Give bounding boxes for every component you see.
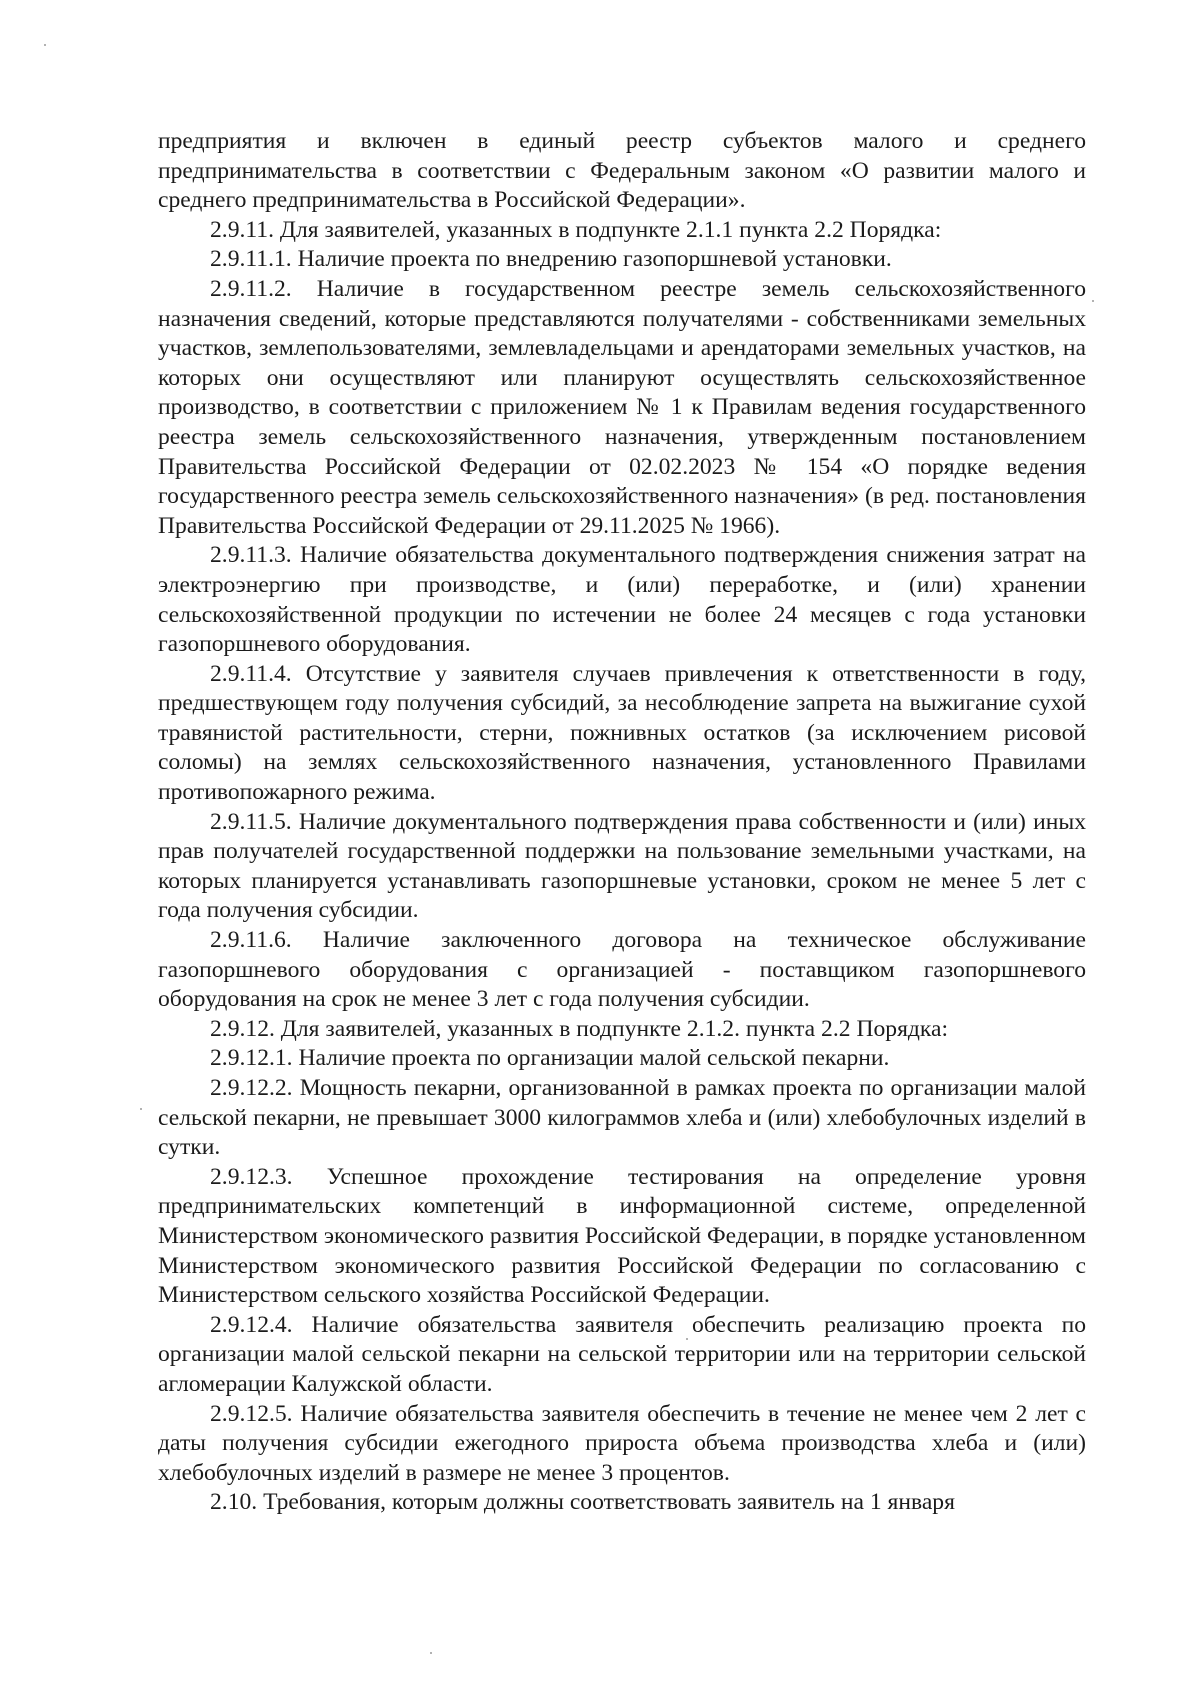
paragraph-2-9-12-2: 2.9.12.2. Мощность пекарни, организованной в рамках проекта по организации малой сельской пекарни, не превышает 3000 килограммов хлеба и (или) хлебобулочных изделий в сутки. [158, 1075, 1086, 1161]
scan-speck [686, 1338, 688, 1340]
paragraph-2-9-11-5: 2.9.11.5. Наличие документального подтверждения права собственности и (или) иных прав получателей государственной поддержки на пользование земельными участками, на которых планируется устанавливать газопоршневые установки, сроком не менее 5 лет с года получения субсидии. [158, 808, 1086, 924]
paragraph-2-9-11-2: 2.9.11.2. Наличие в государственном реестре земель сельскохозяйственного назначения сведений, которые представляются получателями - собственниками земельных участков, землепользователями, землевладельцами и арендаторами земельных участков, на которых они осуществляют или планируют осуществлять сельскохозяйственное производство, в соответствии с приложением № 1 к Правилам ведения государственного реестра земель сельскохозяйственного назначения, утвержденным постановлением Правительства Российской Федерации от 02.02.2023 № 154 «О порядке ведения государственного реестра земель сельскохозяйственного назначения» (в ред. постановления Правительства Российской Федерации от 29.11.2025 № 1966). [158, 275, 1086, 539]
paragraph-2-9-11: 2.9.11. Для заявителей, указанных в подпункте 2.1.1 пункта 2.2 Порядка: [210, 216, 942, 243]
paragraph-2-9-12-5: 2.9.12.5. Наличие обязательства заявителя обеспечить в течение не менее чем 2 лет с даты получения субсидии ежегодного прироста объема производства хлеба и (или) хлебобулочных изделий в размере не менее 3 процентов. [158, 1400, 1086, 1486]
scan-speck [430, 1652, 432, 1654]
paragraph-2-9-11-4: 2.9.11.4. Отсутствие у заявителя случаев привлечения к ответственности в году, предшествующем году получения субсидий, за несоблюдение запрета на выжигание сухой травянистой растительности, стерни, пожнивных остатков (за исключением рисовой соломы) на землях сельскохозяйственного назначения, установленного Правилами противопожарного режима. [158, 660, 1086, 806]
paragraph-2-9-12-1: 2.9.12.1. Наличие проекта по организации малой сельской пекарни. [210, 1045, 890, 1072]
paragraph-2-9-12-3: 2.9.12.3. Успешное прохождение тестирования на определение уровня предпринимательских компетенций в информационной системе, определенной Министерством экономического развития Российской Федерации, в порядке установленном Министерством экономического развития Российской Федерации по согласованию с Министерством сельского хозяйства Российской Федерации. [158, 1163, 1086, 1309]
scan-speck [44, 44, 46, 46]
paragraph-2-9-12-4: 2.9.12.4. Наличие обязательства заявителя обеспечить реализацию проекта по организации малой сельской пекарни на сельской территории или на территории сельской агломерации Калужской области. [158, 1311, 1086, 1397]
paragraph-2-9-12: 2.9.12. Для заявителей, указанных в подпункте 2.1.2. пункта 2.2 Порядка: [210, 1015, 949, 1042]
paragraph-2-9-11-1: 2.9.11.1. Наличие проекта по внедрению газопоршневой установки. [210, 246, 892, 273]
paragraph-2-10: 2.10. Требования, которым должны соответствовать заявитель на 1 января [210, 1489, 955, 1516]
paragraph-continuation: предприятия и включен в единый реестр субъектов малого и среднего предпринимательства в соответствии с Федеральным законом «О развитии малого и среднего предпринимательства в Российской Федерации». [158, 128, 1086, 214]
paragraph-2-9-11-3: 2.9.11.3. Наличие обязательства документального подтверждения снижения затрат на электроэнергию при производстве, и (или) переработке, и (или) хранении сельскохозяйственной продукции по истечении не более 24 месяцев с года установки газопоршневого оборудования. [158, 542, 1086, 658]
paragraph-2-9-11-6: 2.9.11.6. Наличие заключенного договора на техническое обслуживание газопоршневого оборудования с организацией - поставщиком газопоршневого оборудования на срок не менее 3 лет с года получения субсидии. [158, 927, 1086, 1013]
document-page [158, 127, 1086, 1518]
scan-speck [1092, 300, 1094, 302]
scan-speck [140, 1108, 142, 1110]
